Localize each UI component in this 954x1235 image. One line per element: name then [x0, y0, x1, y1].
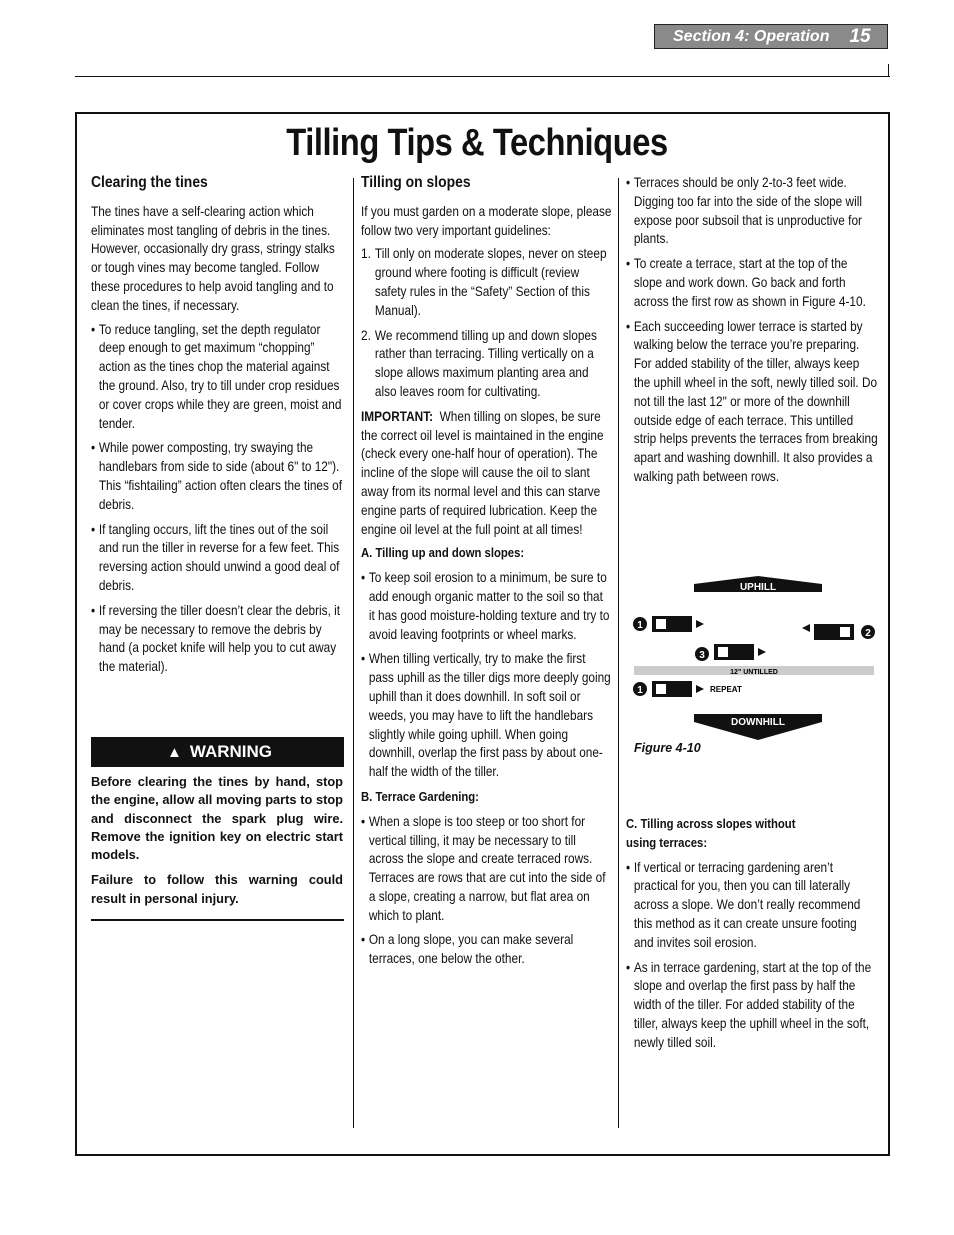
- list-item: • If reversing the tiller doesn’t clear the debris, it may be necessary to remove the debris by hand (a pocket knife will help you to cut away the material).: [91, 602, 343, 677]
- section-label: Section 4: Operation: [673, 27, 830, 45]
- warning-text: [91, 773, 343, 915]
- terrace-diagram: [626, 570, 880, 744]
- bullet-list: [626, 859, 878, 1053]
- tiller-repeat-icon: [652, 681, 704, 697]
- column-3-top: [626, 174, 878, 493]
- paragraph: If you must garden on a moderate slope, please follow two very important guidelines:: [361, 203, 612, 238]
- untilled-label: 12" UNTILLED: [730, 669, 778, 676]
- section-header-tab: [654, 24, 888, 49]
- figure-caption: Figure 4-10: [634, 741, 701, 755]
- tiller-pass-1-icon: [652, 616, 704, 632]
- list-item: • To reduce tangling, set the depth regulator deep enough to get maximum “chopping” action as the tines chop the material against the ground. Also, try to till under crop residues or cover crops while they are green, moist and tender.: [91, 321, 343, 434]
- list-item: • If tangling occurs, lift the tines out of the soil and run the tiller in reverse for a few feet. This reversing action should unwind a good deal of debris.: [91, 521, 343, 596]
- list-item: • If vertical or terracing gardening aren’t practical for you, then you can till laterally across a slope. We don’t really recommend this method as it can create unsure footing and invites soil erosion.: [626, 859, 878, 953]
- subheading-c-line1: C. Tilling across slopes without: [626, 816, 796, 831]
- list-item: • While power composting, try swaying the handlebars from side to side (about 6" to 12"). This “fishtailing” action often clears the tines of debris.: [91, 439, 343, 514]
- warning-paragraph: Failure to follow this warning could result in personal injury.: [91, 872, 343, 906]
- header-rule: [75, 76, 890, 77]
- column-divider-2: [618, 178, 619, 1128]
- page-number: 15: [849, 25, 871, 47]
- bullet-list: [91, 321, 343, 677]
- paragraph: The tines have a self-clearing action which eliminates most tangling of debris in the tines. However, occasionally dry grass, stringy stalks or tough vines may become tangled. Follow these procedures to help avoid tangling and to clean the tines, if necessary.: [91, 203, 335, 313]
- warning-rule: [91, 919, 344, 921]
- subheading-c-line2: using terraces:: [626, 834, 708, 850]
- column-2: [361, 174, 612, 975]
- list-item: • Terraces should be only 2-to-3 feet wide. Digging too far into the side of the slope will expose poor subsoil that is unproductive for plants.: [626, 174, 878, 249]
- warning-triangle-icon: ▲: [167, 743, 182, 761]
- list-item: • Each succeeding lower terrace is started by walking below the terrace you’re preparing. For added stability of the tiller, always keep the uphill wheel in the soft, newly tilled soil. Do not till the last 12" or more of the downhill outside edge of each terrace. This untilled strip helps prevents the terraces from breaking apart and washing downhill. It also provides a walking path between rows.: [626, 318, 878, 487]
- bullet-list: [626, 174, 878, 487]
- list-item: • As in terrace gardening, start at the top of the slope and overlap the first pass by half the width of the tiller. For added stability of the tiller, always keep the uphill wheel in the soft, newly tilled soil.: [626, 959, 878, 1053]
- tiller-pass-2-icon: [802, 624, 854, 640]
- repeat-label: REPEAT: [710, 685, 742, 694]
- marker-1-repeat-label: 1: [637, 685, 643, 696]
- column-3-bottom: [626, 815, 878, 1059]
- subheading-a: A. Tilling up and down slopes:: [361, 545, 525, 561]
- header-tick: [888, 64, 889, 76]
- heading-tilling-slopes: Tilling on slopes: [361, 174, 471, 191]
- bullet-list: [361, 569, 612, 782]
- column-1: [91, 174, 343, 683]
- tiller-pass-3-icon: [714, 644, 766, 660]
- subheading-b: B. Terrace Gardening:: [361, 788, 479, 804]
- warning-label: WARNING: [189, 742, 273, 761]
- important-note: [361, 408, 612, 540]
- important-label: IMPORTANT:: [361, 408, 434, 424]
- marker-1-label: 1: [637, 620, 643, 631]
- list-item: • When tilling vertically, try to make the first pass uphill as the tiller digs more deeply going uphill than it does downhill. In soft soil or weeds, you may have to lift the handlebars slightly while going uphill. When going downhill, overlap the first pass by about one-half the width of the tiller.: [361, 650, 612, 782]
- marker-3-label: 3: [699, 650, 705, 661]
- downhill-label: DOWNHILL: [731, 717, 785, 728]
- bullet-list: [361, 813, 612, 969]
- warning-paragraph: Before clearing the tines by hand, stop the engine, allow all moving parts to stop and disconnect the spark plug wire. Remove the ignition key on electric start models.: [91, 774, 343, 863]
- subheading-c: [626, 815, 878, 853]
- heading-clearing-tines: Clearing the tines: [91, 174, 208, 191]
- marker-2-label: 2: [865, 628, 871, 639]
- list-item: • When a slope is too steep or too short for vertical tilling, it may be necessary to till across the slope and create terraced rows. Terraces are rows that are cut into the side of a slope, creating a narrow, but flat area on which to plant.: [361, 813, 612, 926]
- numbered-list: [361, 245, 612, 401]
- page-title: Tilling Tips & Techniques: [286, 122, 668, 164]
- list-item: • To keep soil erosion to a minimum, be sure to add enough organic matter to the soil so that it has good moisture-holding texture and try to avoid leaving footprints or wheel marks.: [361, 569, 612, 644]
- column-divider-1: [353, 178, 354, 1128]
- important-text: When tilling on slopes, be sure the correct oil level is maintained in the engine (check every one-half hour of operation). The incline of the slope will cause the oil to slant away from its normal level and this can starve engine parts of required lubrication. Keep the engine oil level at the full point at all times!: [361, 408, 604, 537]
- list-item: 1. Till only on moderate slopes, never on steep ground where footing is difficult (review safety rules in the “Safety” Section of this Manual).: [361, 245, 612, 320]
- list-item: • To create a terrace, start at the top of the slope and work down. Go back and forth across the first row as shown in Figure 4-10.: [626, 255, 878, 311]
- list-item: • On a long slope, you can make several terraces, one below the other.: [361, 931, 612, 969]
- list-item: 2. We recommend tilling up and down slopes rather than terracing. Tilling vertically on a slope allows maximum planting area and also leaves room for cultivating.: [361, 327, 612, 402]
- uphill-label: UPHILL: [739, 582, 777, 593]
- warning-banner: [91, 737, 344, 767]
